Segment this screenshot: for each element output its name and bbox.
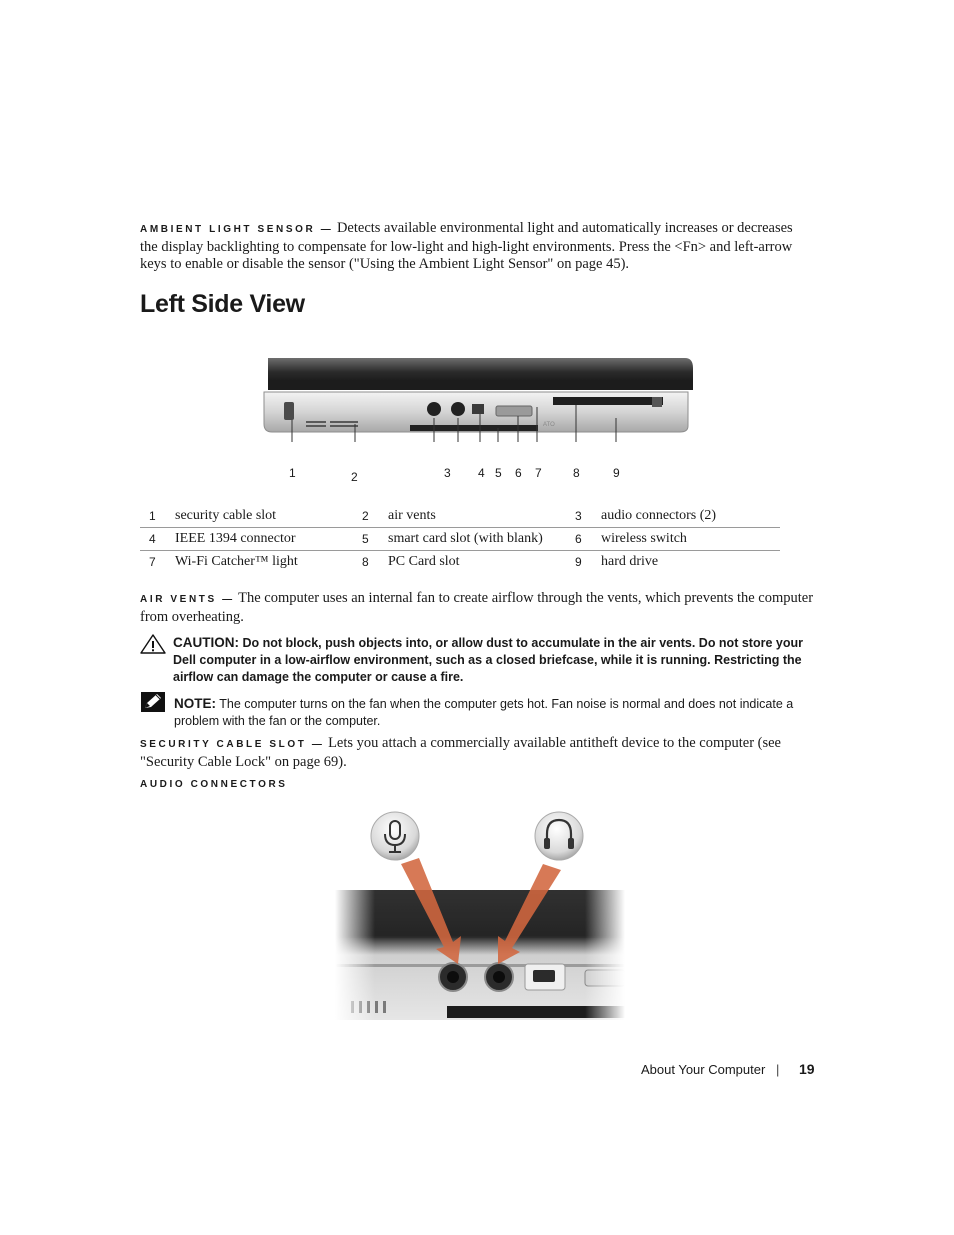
audio-connectors-illustration [335,808,625,1023]
legend-number: 4 [140,528,175,551]
legend-number: 8 [353,551,388,574]
air-vents-label: AIR VENTS — [140,594,235,605]
legend-number: 5 [353,528,388,551]
caution-label: CAUTION: [173,635,239,650]
security-cable-slot-text: Lets you attach a commercially available antitheft device to the computer (see "Security Cable Lock" on page 69). [140,735,781,770]
callout-9: 9 [613,466,620,480]
legend-description: PC Card slot [388,551,566,574]
air-vents-paragraph [140,590,814,626]
legend-table [140,505,780,573]
footer-separator: | [776,1062,780,1077]
legend-number: 9 [566,551,601,574]
legend-description: wireless switch [601,528,780,551]
table-row [140,551,780,574]
ambient-light-sensor-paragraph [140,220,814,274]
legend-number: 1 [149,509,156,523]
legend-number: 3 [575,509,582,523]
legend-description: hard drive [601,551,780,574]
laptop-left-side-illustration [260,352,700,442]
callout-4: 4 [478,466,485,480]
callout-7: 7 [535,466,542,480]
legend-number: 2 [362,509,369,523]
callout-2: 2 [351,470,358,484]
callout-6: 6 [515,466,522,480]
callout-3: 3 [444,466,451,480]
microphone-icon [371,812,419,860]
ambient-light-sensor-label: AMBIENT LIGHT SENSOR — [140,224,334,235]
callout-1: 1 [289,466,296,480]
page-number: 19 [799,1061,815,1077]
legend-number: 7 [140,551,175,574]
pencil-note-icon [141,692,165,712]
caution-block [173,634,813,686]
caution-text: Do not block, push objects into, or allow dust to accumulate in the air vents. Do not store your Dell computer in a low-airflow environment, such as a closed briefcase, while it is running. Restricting the airflow can damage the computer or cause a fire. [173,636,803,684]
footer-section-title: About Your Computer [641,1062,766,1077]
legend-number: 6 [566,528,601,551]
table-row [140,505,780,528]
legend-description: IEEE 1394 connector [175,528,353,551]
legend-description: audio connectors (2) [601,508,717,523]
security-cable-slot-paragraph [140,735,814,771]
note-text: The computer turns on the fan when the computer gets hot. Fan noise is normal and does not indicate a problem with the fan or the computer. [174,697,794,728]
note-label: NOTE: [174,696,216,711]
page-heading: Left Side View [140,290,305,318]
warning-triangle-icon [140,634,166,654]
legend-description: security cable slot [175,508,277,523]
callout-8: 8 [573,466,580,480]
legend-description: smart card slot (with blank) [388,528,566,551]
headphones-icon [535,812,583,860]
note-block [174,695,814,730]
air-vents-text: The computer uses an internal fan to create airflow through the vents, which prevents the computer from overheating. [140,590,814,625]
table-row [140,528,780,551]
audio-connectors-label: AUDIO CONNECTORS [140,779,288,790]
legend-description: Wi-Fi Catcher™ light [175,551,353,574]
callout-5: 5 [495,466,502,480]
security-cable-slot-label: SECURITY CABLE SLOT — [140,739,325,750]
ambient-light-sensor-text: Detects available environmental light and automatically increases or decreases the display backlighting to compensate for low-light and high-light environments. Press the <Fn> and left-arrow keys to enable or disable the sensor ("Using the Ambient Light Sensor" on page 45). [140,220,793,272]
legend-description: air vents [388,508,436,523]
svg-text:ATO: ATO [543,422,555,428]
